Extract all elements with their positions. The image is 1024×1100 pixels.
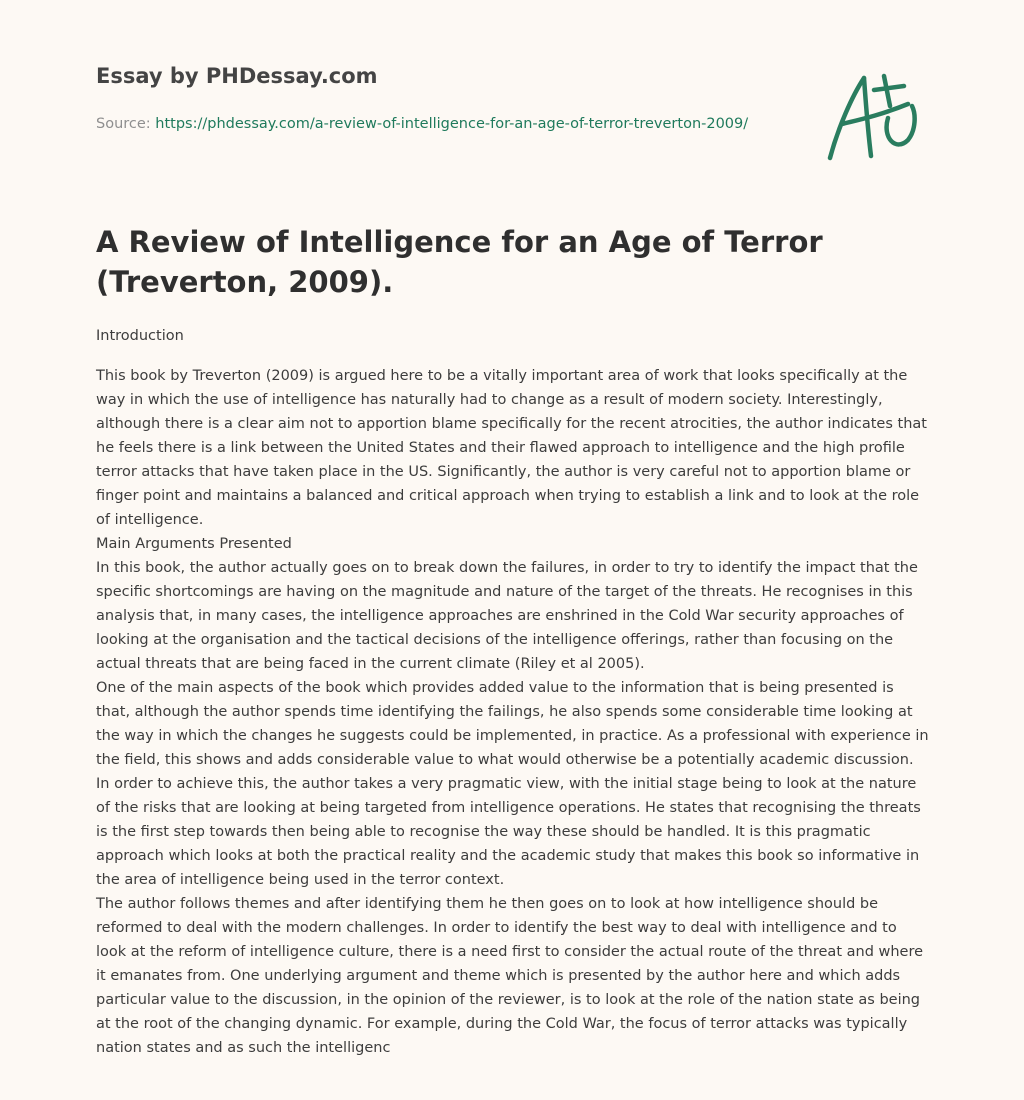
- a-plus-logo-icon: [818, 66, 930, 166]
- heading-introduction: Introduction: [96, 328, 184, 344]
- site-brand: Essay by PHDessay.com: [96, 64, 378, 88]
- essay-body: [96, 324, 930, 1060]
- paragraph-added-value: One of the main aspects of the book which provides added value to the information that is being presented is that, although the author spends time identifying the failings, he also spends some considerable time looking at the way in which the changes he suggests could be implemented, in practice. As a professional with experience in the field, this shows and adds considerable value to what would otherwise be a potentially academic discussion.: [96, 680, 929, 768]
- paragraph-themes: The author follows themes and after identifying them he then goes on to look at how intelligence should be reformed to deal with the modern challenges. In order to identify the best way to deal with intelligence and to look at the reform of intelligence culture, there is a need first to consider the actual route of the threat and where it emanates from. One underlying argument and theme which is presented by the author here and which adds particular value to the discussion, in the opinion of the reviewer, is to look at the role of the nation state as being at the root of the changing dynamic. For example, during the Cold War, the focus of terror attacks was typically nation states and as such the intelligenc: [96, 896, 924, 1056]
- paragraph-pragmatic-view: In order to achieve this, the author takes a very pragmatic view, with the initial stage being to look at the nature of the risks that are looking at being targeted from intelligence operations. He states that recognising the threats is the first step towards then being able to recognise the way these should be handled. It is this pragmatic approach which looks at both the practical reality and the academic study that makes this book so informative in the area of intelligence being used in the terror context.: [96, 776, 921, 888]
- heading-main-arguments: Main Arguments Presented: [96, 536, 292, 552]
- essay-title: A Review of Intelligence for an Age of Terror (Treverton, 2009).: [96, 225, 823, 299]
- source-link[interactable]: https://phdessay.com/a-review-of-intelligence-for-an-age-of-terror-treverton-2009/: [155, 116, 749, 132]
- paragraph-failures: In this book, the author actually goes on to break down the failures, in order to try to identify the impact that the specific shortcomings are having on the magnitude and nature of the target of the threats. He recognises in this analysis that, in many cases, the intelligence approaches are enshrined in the Cold War security approaches of looking at the organisation and the tactical decisions of the intelligence offerings, rather than focusing on the actual threats that are being faced in the current climate (Riley et al 2005).: [96, 560, 918, 672]
- source-label: Source:: [96, 116, 156, 132]
- paragraph-intro: This book by Treverton (2009) is argued here to be a vitally important area of work that looks specifically at the way in which the use of intelligence has naturally had to change as a result of modern society. Interestingly, although there is a clear aim not to apportion blame specifically for the recent atrocities, the author indicates that he feels there is a link between the United States and their flawed approach to intelligence and the high profile terror attacks that have taken place in the US. Significantly, the author is very careful not to apportion blame or finger point and maintains a balanced and critical approach when trying to establish a link and to look at the role of intelligence.: [96, 368, 927, 528]
- source-line: [96, 112, 756, 136]
